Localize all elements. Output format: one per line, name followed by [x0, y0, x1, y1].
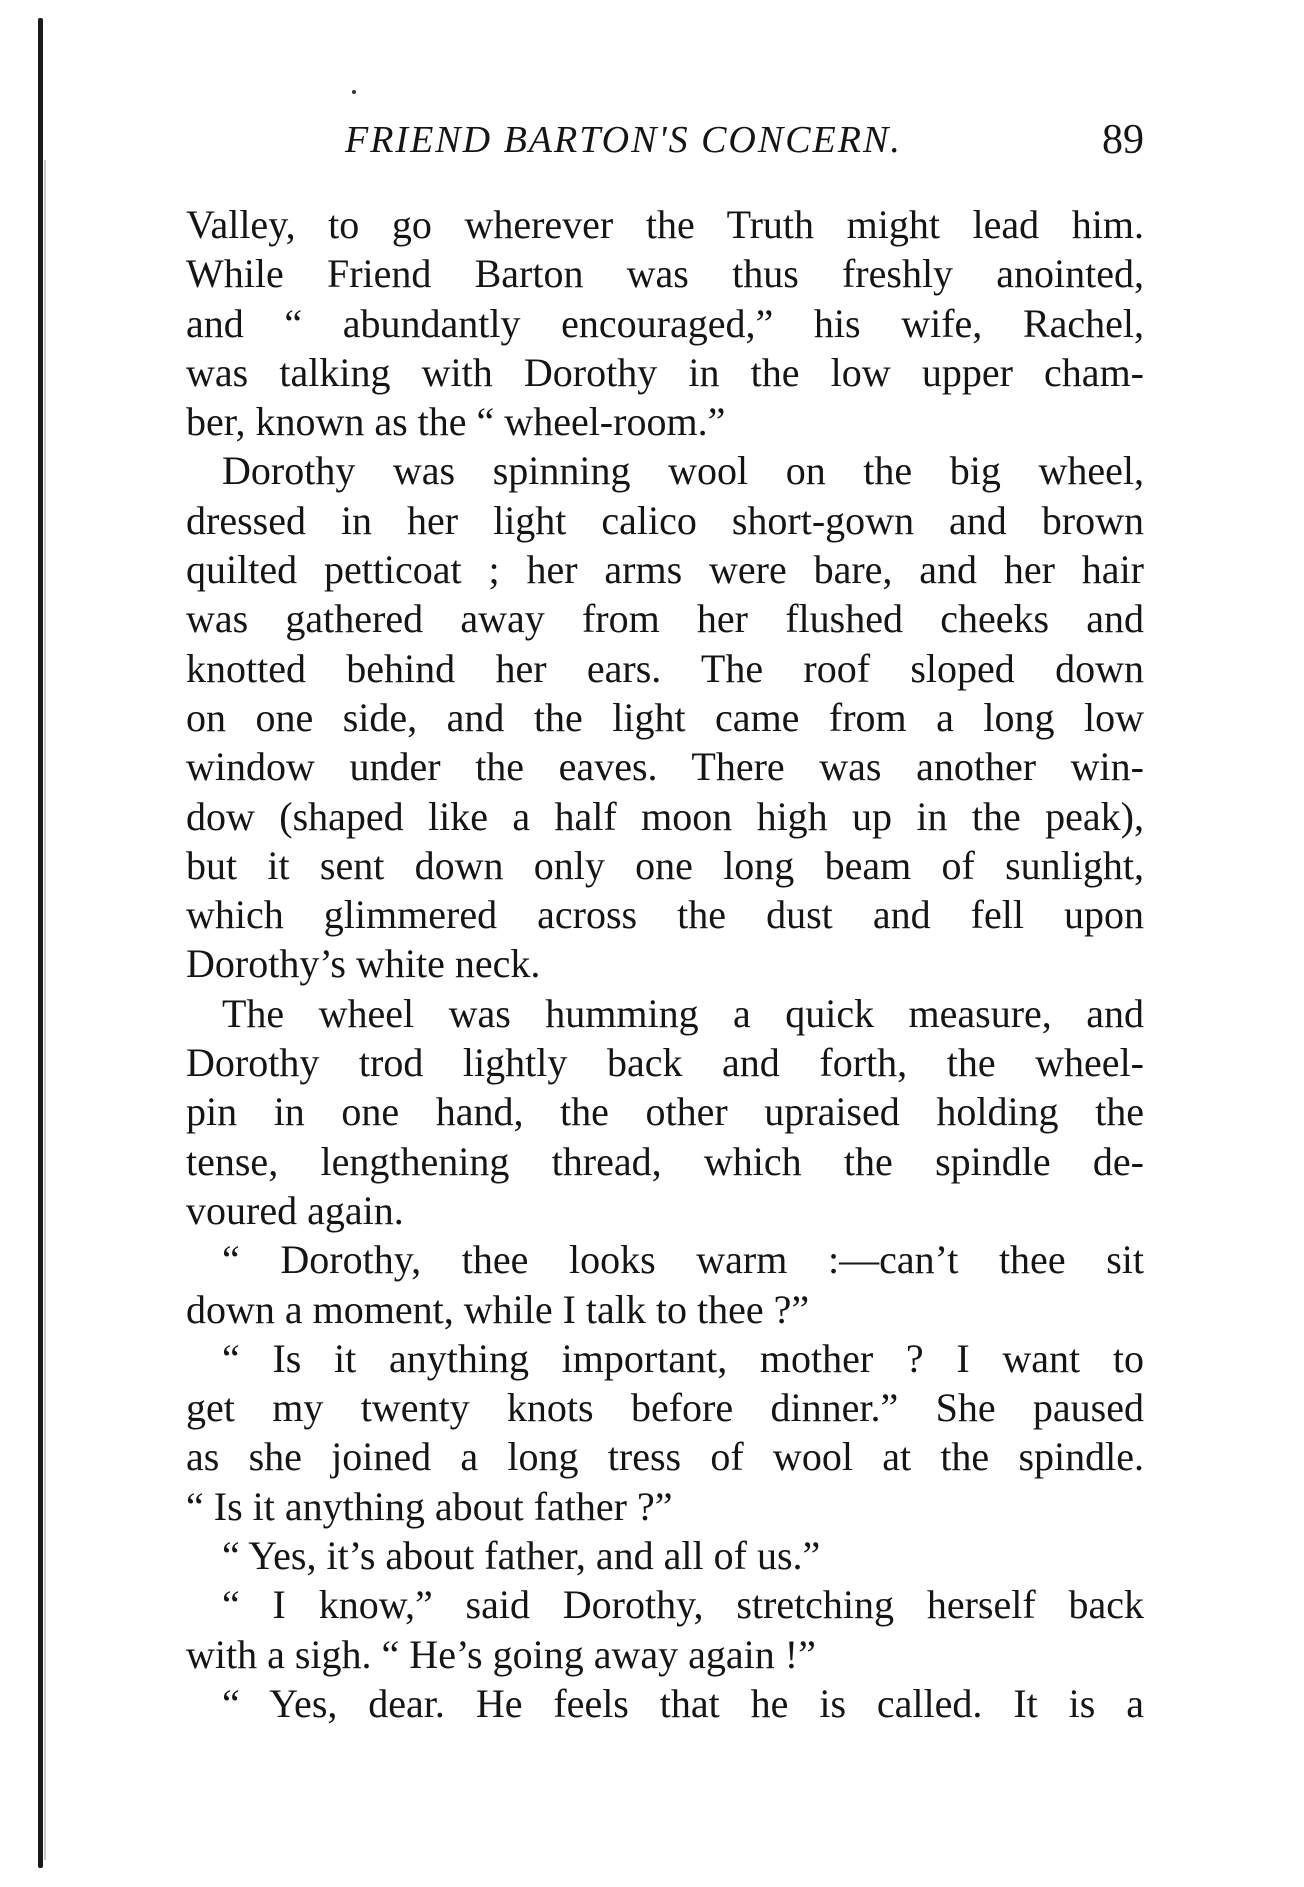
text-line: Dorothy trod lightly back and forth, the wheel- [186, 1040, 1144, 1086]
running-head: FRIEND BARTON'S CONCERN. [345, 119, 902, 161]
page-header [0, 112, 1304, 172]
page-number: 89 [1102, 117, 1144, 163]
text-line: was gathered away from her flushed cheeks and [186, 596, 1144, 642]
binding-edge [38, 18, 43, 1868]
text-line: “ Yes, it’s about father, and all of us.” [222, 1533, 821, 1579]
binding-shadow [44, 160, 46, 1860]
text-line: with a sigh. “ He’s going away again !” [186, 1631, 816, 1677]
ink-speck [352, 90, 356, 94]
text-line: knotted behind her ears. The roof sloped down [186, 645, 1144, 691]
text-line: pin in one hand, the other upraised holding the [186, 1089, 1144, 1135]
text-line: get my twenty knots before dinner.” She paused [186, 1385, 1144, 1431]
text-line: “ Yes, dear. He feels that he is called. It is a [222, 1680, 1144, 1726]
text-line: and “ abundantly encouraged,” his wife, Rachel, [186, 300, 1144, 346]
text-line: While Friend Barton was thus freshly anointed, [186, 251, 1144, 297]
text-line: dressed in her light calico short-gown and brown [186, 497, 1144, 543]
text-line: tense, lengthening thread, which the spindle de- [186, 1138, 1144, 1184]
text-line: quilted petticoat ; her arms were bare, and her hair [186, 547, 1144, 593]
text-line: voured again. [186, 1187, 404, 1233]
text-line: Dorothy was spinning wool on the big wheel, [222, 448, 1144, 494]
text-line: down a moment, while I talk to thee ?” [186, 1286, 810, 1332]
text-line: Valley, to go wherever the Truth might lead him. [186, 202, 1144, 247]
text-line: on one side, and the light came from a long low [186, 694, 1144, 740]
text-line: dow (shaped like a half moon high up in the peak), [186, 793, 1144, 839]
body-text [186, 200, 1144, 1780]
text-line: “ I know,” said Dorothy, stretching herself back [222, 1582, 1144, 1628]
text-line: window under the eaves. There was another win- [186, 744, 1144, 790]
text-line: The wheel was humming a quick measure, and [222, 990, 1144, 1036]
text-line: Dorothy’s white neck. [186, 941, 541, 987]
text-line: as she joined a long tress of wool at the spindle. [186, 1434, 1144, 1480]
text-line: but it sent down only one long beam of sunlight, [186, 842, 1144, 888]
text-line: “ Is it anything important, mother ? I want to [222, 1335, 1144, 1381]
text-line: “ Dorothy, thee looks warm :—can’t thee sit [222, 1237, 1144, 1283]
text-line: “ Is it anything about father ?” [186, 1483, 673, 1529]
text-line: ber, known as the “ wheel-room.” [186, 399, 726, 445]
text-line: was talking with Dorothy in the low upper cham- [186, 349, 1144, 395]
text-line: which glimmered across the dust and fell upon [186, 892, 1144, 938]
